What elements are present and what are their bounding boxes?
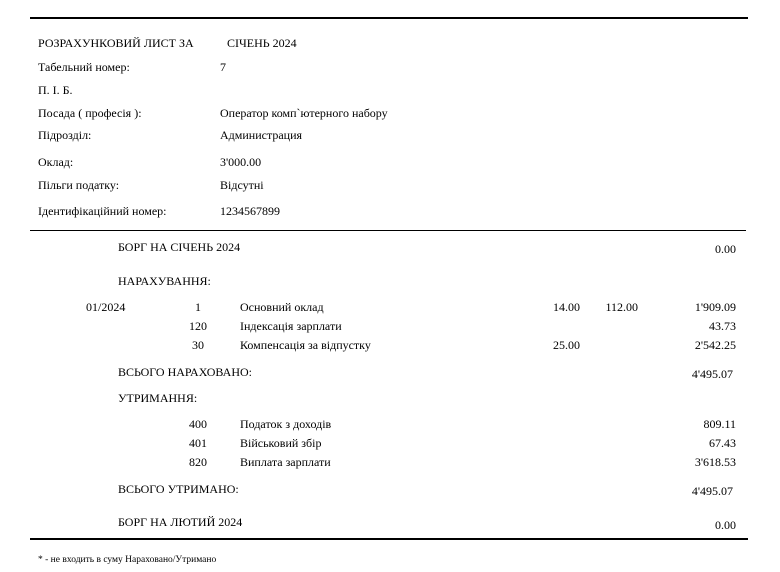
- top-rule: [30, 17, 748, 19]
- field-value-department: Администрация: [220, 128, 303, 142]
- deduction-amount: 67.43: [709, 436, 736, 450]
- field-label-tax-benefits: Пільги податку:: [38, 178, 120, 192]
- header-separator: [30, 230, 746, 231]
- deductions-total-label: ВСЬОГО УТРИМАНО:: [118, 482, 239, 496]
- deduction-code: 401: [189, 436, 207, 450]
- field-value-tax-id: 1234567899: [220, 204, 280, 218]
- accrual-code: 1: [195, 300, 201, 314]
- debt-end-label: БОРГ НА ЛЮТИЙ 2024: [118, 515, 243, 529]
- field-value-salary: 3'000.00: [220, 155, 262, 169]
- accrual-name: Основний оклад: [240, 300, 324, 314]
- field-label-full-name: П. І. Б.: [38, 83, 73, 97]
- footnote: * - не входить в суму Нараховано/Утримано: [38, 555, 217, 565]
- field-value-position: Оператор комп`ютерного набору: [220, 106, 388, 120]
- accrual-amount: 2'542.25: [694, 338, 736, 352]
- accrual-amount: 1'909.09: [694, 300, 736, 314]
- accruals-period: 01/2024: [86, 300, 126, 314]
- deduction-name: Податок з доходів: [240, 417, 332, 431]
- accrual-code: 30: [192, 338, 204, 352]
- deduction-amount: 3'618.53: [694, 455, 736, 469]
- field-label-tab-number: Табельний номер:: [38, 60, 130, 74]
- document-title: РОЗРАХУНКОВИЙ ЛИСТ ЗА: [38, 36, 194, 50]
- field-label-department: Підрозділ:: [38, 128, 92, 142]
- accruals-total-label: ВСЬОГО НАРАХОВАНО:: [118, 365, 253, 379]
- field-value-tax-benefits: Відсутні: [220, 178, 264, 192]
- bottom-rule: [30, 538, 748, 540]
- deduction-amount: 809.11: [703, 417, 736, 431]
- field-label-salary: Оклад:: [38, 155, 74, 169]
- accrual-name: Індексація зарплати: [240, 319, 342, 333]
- document-period: СІЧЕНЬ 2024: [227, 36, 297, 50]
- accrual-amount: 43.73: [709, 319, 736, 333]
- debt-start-value: 0.00: [715, 242, 736, 256]
- accrual-col1: 14.00: [553, 300, 580, 314]
- accruals-total-value: 4'495.07: [691, 367, 733, 381]
- debt-start-label: БОРГ НА СІЧЕНЬ 2024: [118, 240, 241, 254]
- deduction-code: 820: [189, 455, 207, 469]
- accrual-code: 120: [189, 319, 207, 333]
- field-label-position: Посада ( професія ):: [38, 106, 142, 120]
- debt-end-value: 0.00: [715, 518, 736, 532]
- deduction-name: Військовий збір: [240, 436, 322, 450]
- deduction-name: Виплата зарплати: [240, 455, 331, 469]
- deductions-title: УТРИМАННЯ:: [118, 391, 198, 405]
- accrual-col1: 25.00: [553, 338, 580, 352]
- field-value-tab-number: 7: [220, 60, 226, 74]
- deduction-code: 400: [189, 417, 207, 431]
- accrual-name: Компенсація за відпустку: [240, 338, 371, 352]
- deductions-total-value: 4'495.07: [691, 484, 733, 498]
- field-label-tax-id: Ідентифікаційний номер:: [38, 204, 167, 218]
- accrual-col2: 112.00: [605, 300, 638, 314]
- accruals-title: НАРАХУВАННЯ:: [118, 274, 211, 288]
